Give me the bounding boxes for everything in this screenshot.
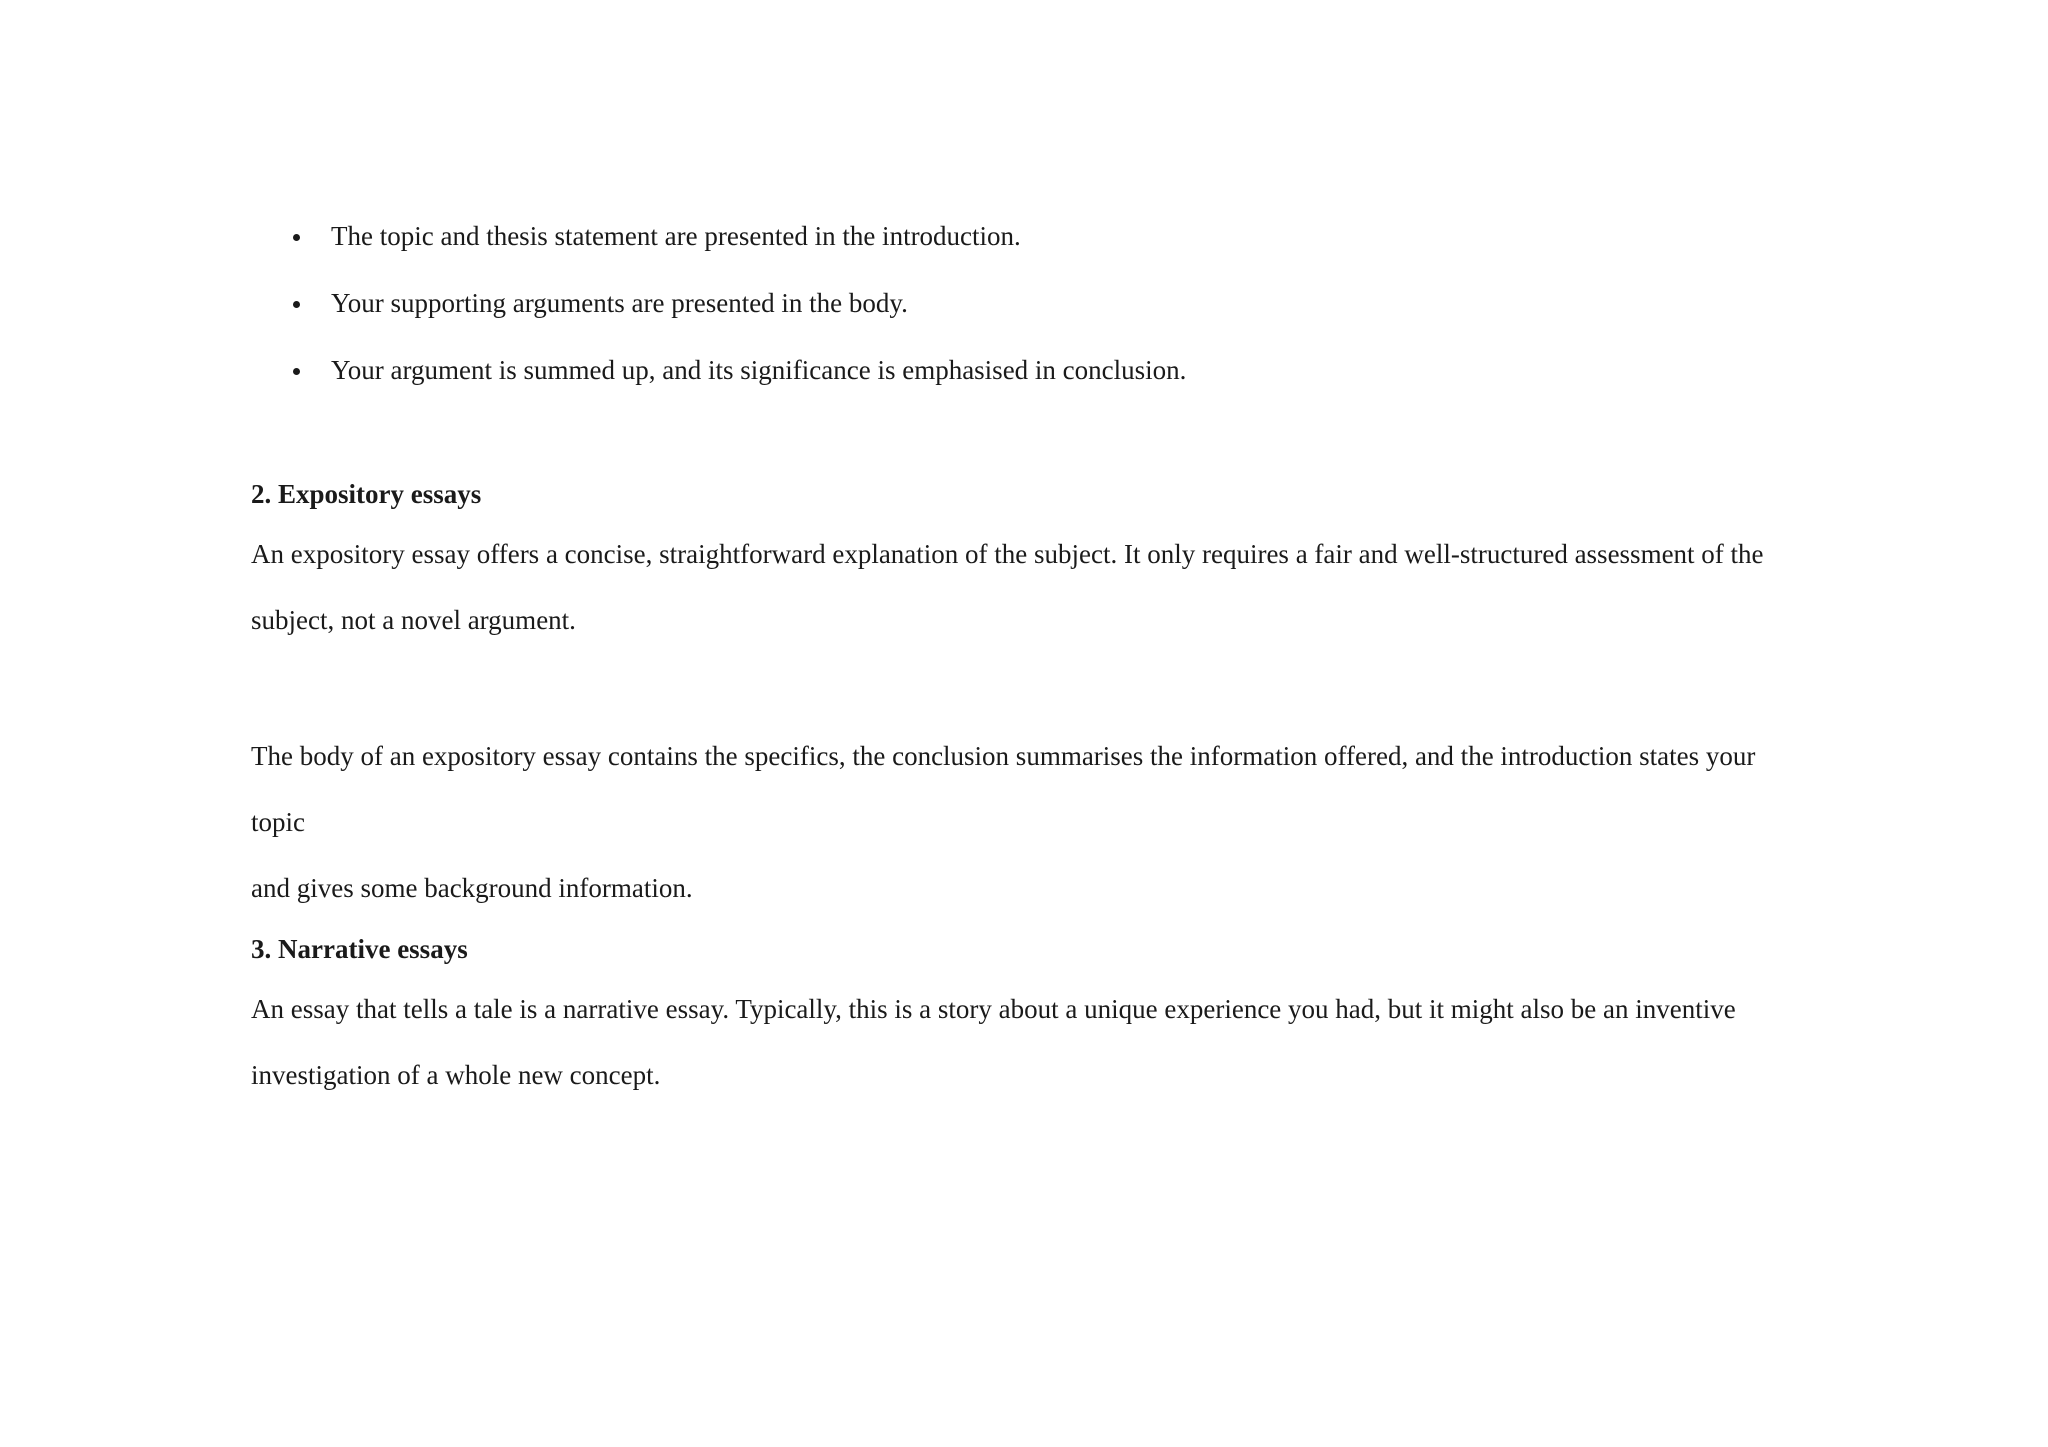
bullet-item	[251, 287, 1186, 320]
bullet-dot-icon	[293, 301, 300, 308]
paragraph-line: subject, not a novel argument.	[251, 605, 576, 635]
narrative-heading: 3. Narrative essays	[251, 934, 468, 964]
bullet-dot-icon	[293, 234, 300, 241]
paragraph-line: investigation of a whole new concept.	[251, 1060, 661, 1090]
bullet-item	[251, 220, 1186, 253]
paragraph-line: An expository essay offers a concise, straightforward explanation of the subject. It only requires a fair and well-structured assessment of the	[251, 539, 1764, 569]
expository-heading: 2. Expository essays	[251, 479, 482, 509]
paragraph-line: An essay that tells a tale is a narrative essay. Typically, this is a story about a unique experience you had, but it might also be an inventive	[251, 994, 1736, 1024]
paragraph-line: The body of an expository essay contains the specifics, the conclusion summarises the information offered, and the introduction states your topic	[251, 741, 1756, 837]
bullet-item	[251, 354, 1186, 387]
bullet-dot-icon	[293, 368, 300, 375]
narrative-section	[251, 933, 1811, 1108]
bullet-list	[251, 220, 1186, 421]
expository-paragraph-1	[251, 521, 1811, 653]
narrative-paragraph	[251, 976, 1811, 1108]
paragraph-line: and gives some background information.	[251, 873, 693, 903]
bullet-text: Your argument is summed up, and its significance is emphasised in conclusion.	[331, 355, 1187, 385]
expository-paragraph-2	[251, 723, 1811, 921]
expository-section	[251, 478, 1811, 921]
bullet-text: The topic and thesis statement are presented in the introduction.	[331, 221, 1021, 251]
bullet-text: Your supporting arguments are presented in the body.	[331, 288, 908, 318]
